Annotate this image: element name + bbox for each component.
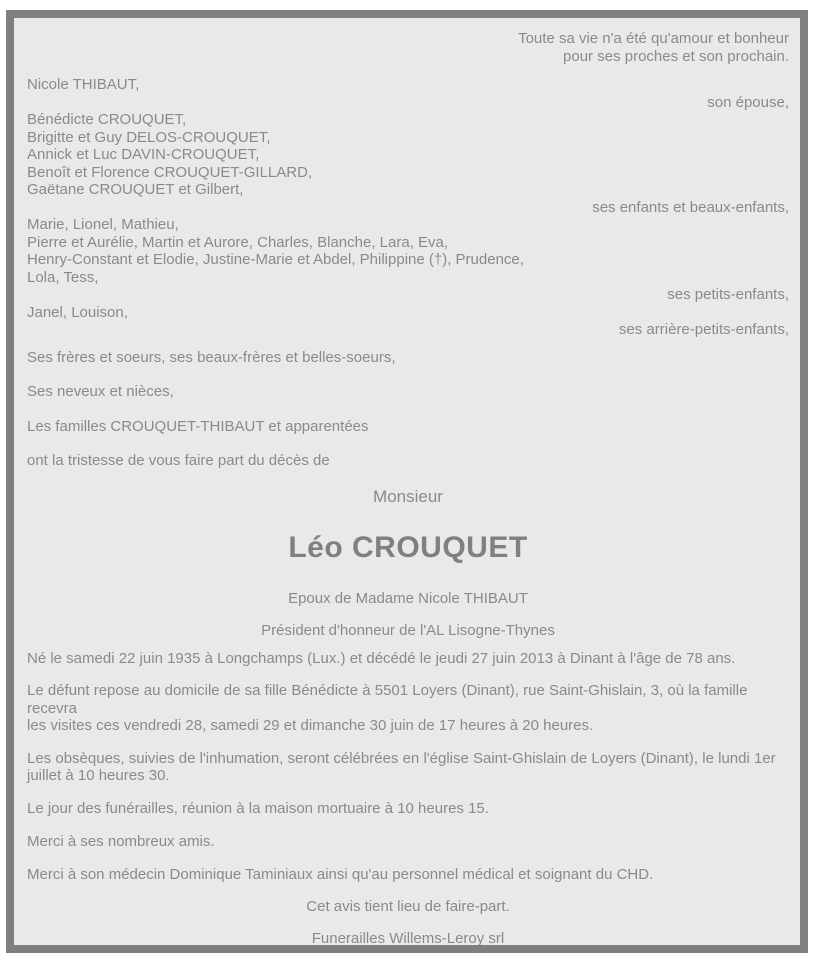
spouse-relation: son épouse, bbox=[707, 93, 789, 111]
grandchild-names: Henry-Constant et Elodie, Justine-Marie et Abdel, Philippine (†), Prudence, bbox=[27, 251, 524, 268]
child-name: Brigitte et Guy DELOS-CROUQUET, bbox=[27, 128, 271, 146]
deceased-title: Monsieur bbox=[373, 486, 443, 506]
thanks-medical-line: Merci à son médecin Dominique Taminiaux ainsi qu'au personnel médical et soignant du CHD. bbox=[27, 865, 654, 883]
siblings-line: Ses frères et soeurs, ses beaux-frères et belles-soeurs, bbox=[27, 348, 396, 366]
birth-death-line: Né le samedi 22 juin 1935 à Longchamps (Lux.) et décédé le jeudi 27 juin 2013 à Dinant à l'âge de 78 ans. bbox=[27, 649, 736, 667]
nephews-nieces-line: Ses neveux et nièces, bbox=[27, 383, 174, 400]
great-grandchild-names: Janel, Louison, bbox=[27, 303, 128, 321]
grandchild-names: Lola, Tess, bbox=[27, 268, 99, 286]
spouse-name: Nicole THIBAUT, bbox=[27, 76, 140, 93]
epigraph-line-2: pour ses proches et son prochain. bbox=[563, 47, 789, 65]
faire-part-notice: Cet avis tient lieu de faire-part. bbox=[306, 898, 510, 915]
thanks-friends-line: Merci à ses nombreux amis. bbox=[27, 833, 215, 850]
epigraph-line-1: Toute sa vie n'a été qu'amour et bonheur bbox=[518, 30, 789, 47]
related-families-line: Les familles CROUQUET-THIBAUT et apparentées bbox=[27, 417, 369, 435]
grandchild-names: Marie, Lionel, Mathieu, bbox=[27, 216, 179, 233]
funeral-line-1: Les obsèques, suivies de l'inhumation, seront célébrées en l'église Saint-Ghislain de Loyers (Dinant), le lundi 1er bbox=[27, 749, 776, 767]
visitation-line-1: Le défunt repose au domicile de sa fille Bénédicte à 5501 Loyers (Dinant), rue Saint-Ghislain, 3, où la famille recevra bbox=[27, 682, 752, 717]
grandchild-names: Pierre et Aurélie, Martin et Aurore, Charles, Blanche, Lara, Eva, bbox=[27, 233, 449, 251]
child-name: Bénédicte CROUQUET, bbox=[27, 111, 187, 128]
great-grandchildren-relation: ses arrière-petits-enfants, bbox=[618, 321, 789, 338]
family-list bbox=[27, 76, 789, 339]
announcement-intro: ont la tristesse de vous faire part du décès de bbox=[27, 452, 330, 469]
deceased-name: Léo CROUQUET bbox=[288, 530, 528, 564]
grandchildren-relation: ses petits-enfants, bbox=[667, 286, 789, 303]
visitation-line-2: les visites ces vendredi 28, samedi 29 et dimanche 30 juin de 17 heures à 20 heures. bbox=[27, 717, 594, 734]
epigraph bbox=[27, 30, 789, 65]
child-name: Gaëtane CROUQUET et Gilbert, bbox=[27, 181, 244, 198]
funeral-home-name: Funerailles Willems-Leroy srl bbox=[311, 929, 505, 947]
deceased-spouse-of: Epoux de Madame Nicole THIBAUT bbox=[288, 589, 528, 607]
visitation-paragraph bbox=[27, 682, 789, 735]
obituary-card bbox=[6, 10, 808, 953]
funeral-paragraph bbox=[27, 750, 789, 785]
child-name: Annick et Luc DAVIN-CROUQUET, bbox=[27, 146, 260, 163]
gathering-line: Le jour des funérailles, réunion à la maison mortuaire à 10 heures 15. bbox=[27, 799, 489, 817]
deceased-honorary: Président d'honneur de l'AL Lisogne-Thynes bbox=[261, 622, 555, 639]
children-relation: ses enfants et beaux-enfants, bbox=[592, 198, 789, 216]
funeral-line-2: juillet à 10 heures 30. bbox=[27, 767, 170, 784]
child-name: Benoît et Florence CROUQUET-GILLARD, bbox=[27, 163, 313, 181]
